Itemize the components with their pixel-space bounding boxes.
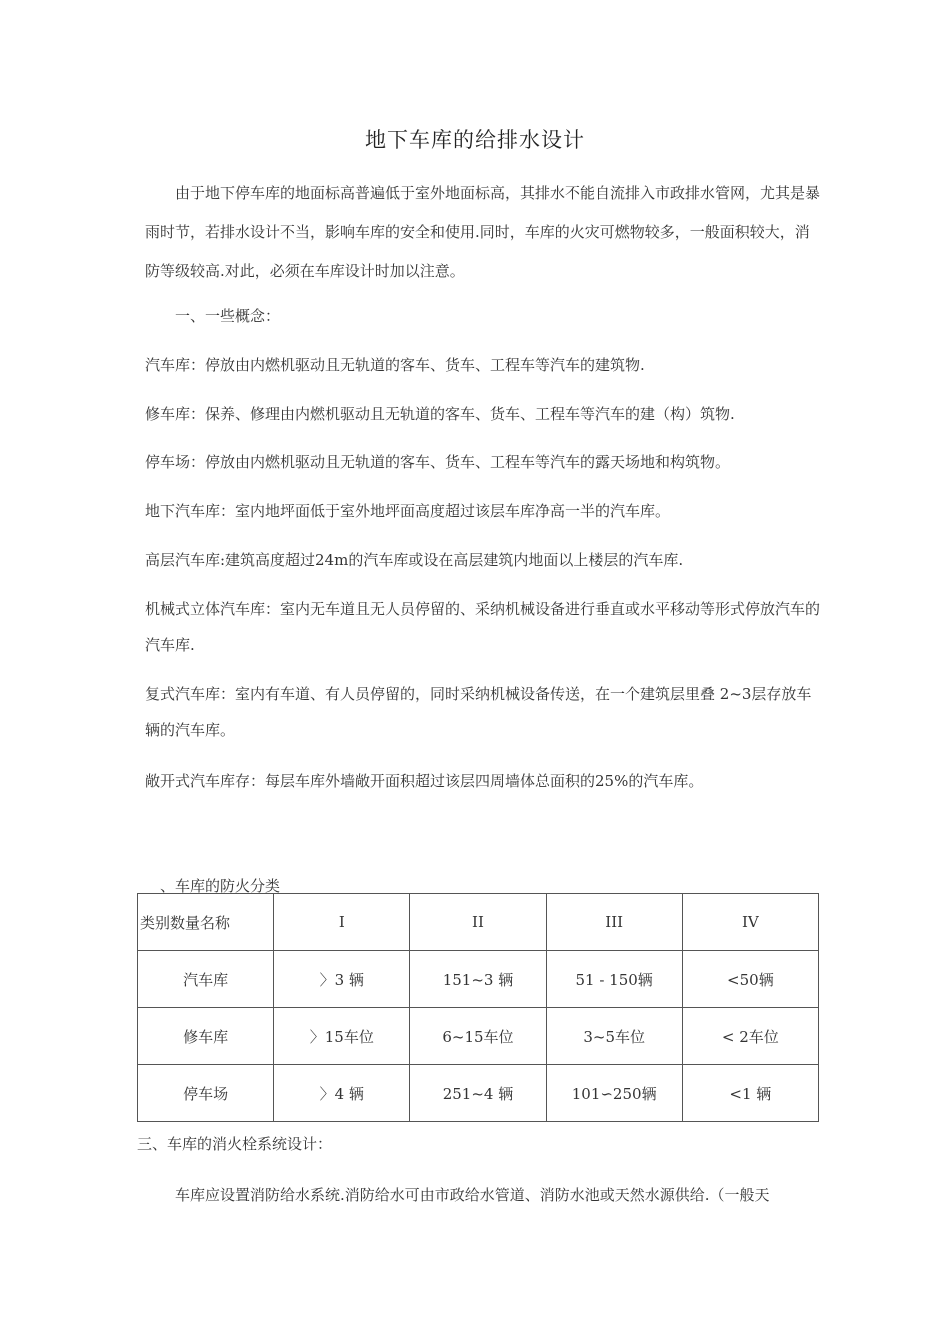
table-cell: 修车库: [138, 1008, 274, 1065]
hydrant-system-paragraph: 车库应设置消防给水系统.消防给水可由市政给水管道、消防水池或天然水源供给.（一般天: [175, 1186, 770, 1204]
table-header-cell: III: [546, 894, 682, 951]
table-header-row: [138, 894, 819, 951]
section-heading-fire-classification: 、车库的防火分类: [160, 877, 281, 895]
table-row: [138, 1008, 819, 1065]
table-cell: 251~4 辆: [410, 1065, 546, 1122]
definition-underground-garage: 地下汽车库：室内地坪面低于室外地坪面高度超过该层车库净高一半的汽车库。: [145, 502, 671, 520]
table-row: [138, 1065, 819, 1122]
definition-garage: 汽车库：停放由内燃机驱动且无轨道的客车、货车、工程车等汽车的建筑物.: [145, 356, 645, 374]
table-header-cell: IV: [682, 894, 818, 951]
table-cell: <1 辆: [682, 1065, 818, 1122]
definition-high-rise-garage: 高层汽车库:建筑高度超过24m的汽车库或设在高层建筑内地面以上楼层的汽车库.: [145, 551, 684, 569]
definition-open-garage: 敞开式汽车库存：每层车库外墙敞开面积超过该层四周墙体总面积的25%的汽车库。: [145, 772, 704, 790]
table-cell: 〉15车位: [274, 1008, 410, 1065]
table-header-cell: I: [274, 894, 410, 951]
table-header-cell: II: [410, 894, 546, 951]
table-cell: 101∽250辆: [546, 1065, 682, 1122]
table-cell: 151~3 辆: [410, 951, 546, 1008]
table-cell: 停车场: [138, 1065, 274, 1122]
table-cell: 51 - 150辆: [546, 951, 682, 1008]
table-cell: < 2车位: [682, 1008, 818, 1065]
definition-repair-garage: 修车库：保养、修理由内燃机驱动且无轨道的客车、货车、工程车等汽车的建（构）筑物.: [145, 405, 735, 423]
section-heading-hydrant-system: 三、车库的消火栓系统设计：: [137, 1135, 333, 1153]
section-heading-concepts: 一、一些概念：: [175, 307, 281, 325]
definition-mechanical-garage: 机械式立体汽车库：室内无车道且无人员停留的、采纳机械设备进行垂直或水平移动等形式停放汽车的汽车库.: [145, 600, 821, 654]
fire-classification-table: [137, 893, 819, 1122]
table-cell: <50辆: [682, 951, 818, 1008]
table-cell: 6~15车位: [410, 1008, 546, 1065]
table-cell: 〉4 辆: [274, 1065, 410, 1122]
document-title: 地下车库的给排水设计: [365, 128, 585, 152]
definition-duplex-garage: 复式汽车库：室内有车道、有人员停留的，同时采纳机械设备传送，在一个建筑层里叠 2~3层存放车辆的汽车库。: [145, 685, 812, 739]
definition-parking-lot: 停车场：停放由内燃机驱动且无轨道的客车、货车、工程车等汽车的露天场地和构筑物。: [145, 453, 731, 471]
table-header-cell: 类别数量名称: [138, 894, 274, 951]
intro-paragraph: 由于地下停车库的地面标高普遍低于室外地面标高，其排水不能自流排入市政排水管网，尤其是暴雨时节，若排水设计不当，影响车库的安全和使用.同时，车库的火灾可燃物较多，一般面积较大，消防等级较高.对此，必须在车库设计时加以注意。: [145, 184, 821, 280]
table-cell: 3~5车位: [546, 1008, 682, 1065]
table-row: [138, 951, 819, 1008]
table-cell: 汽车库: [138, 951, 274, 1008]
table-cell: 〉3 辆: [274, 951, 410, 1008]
